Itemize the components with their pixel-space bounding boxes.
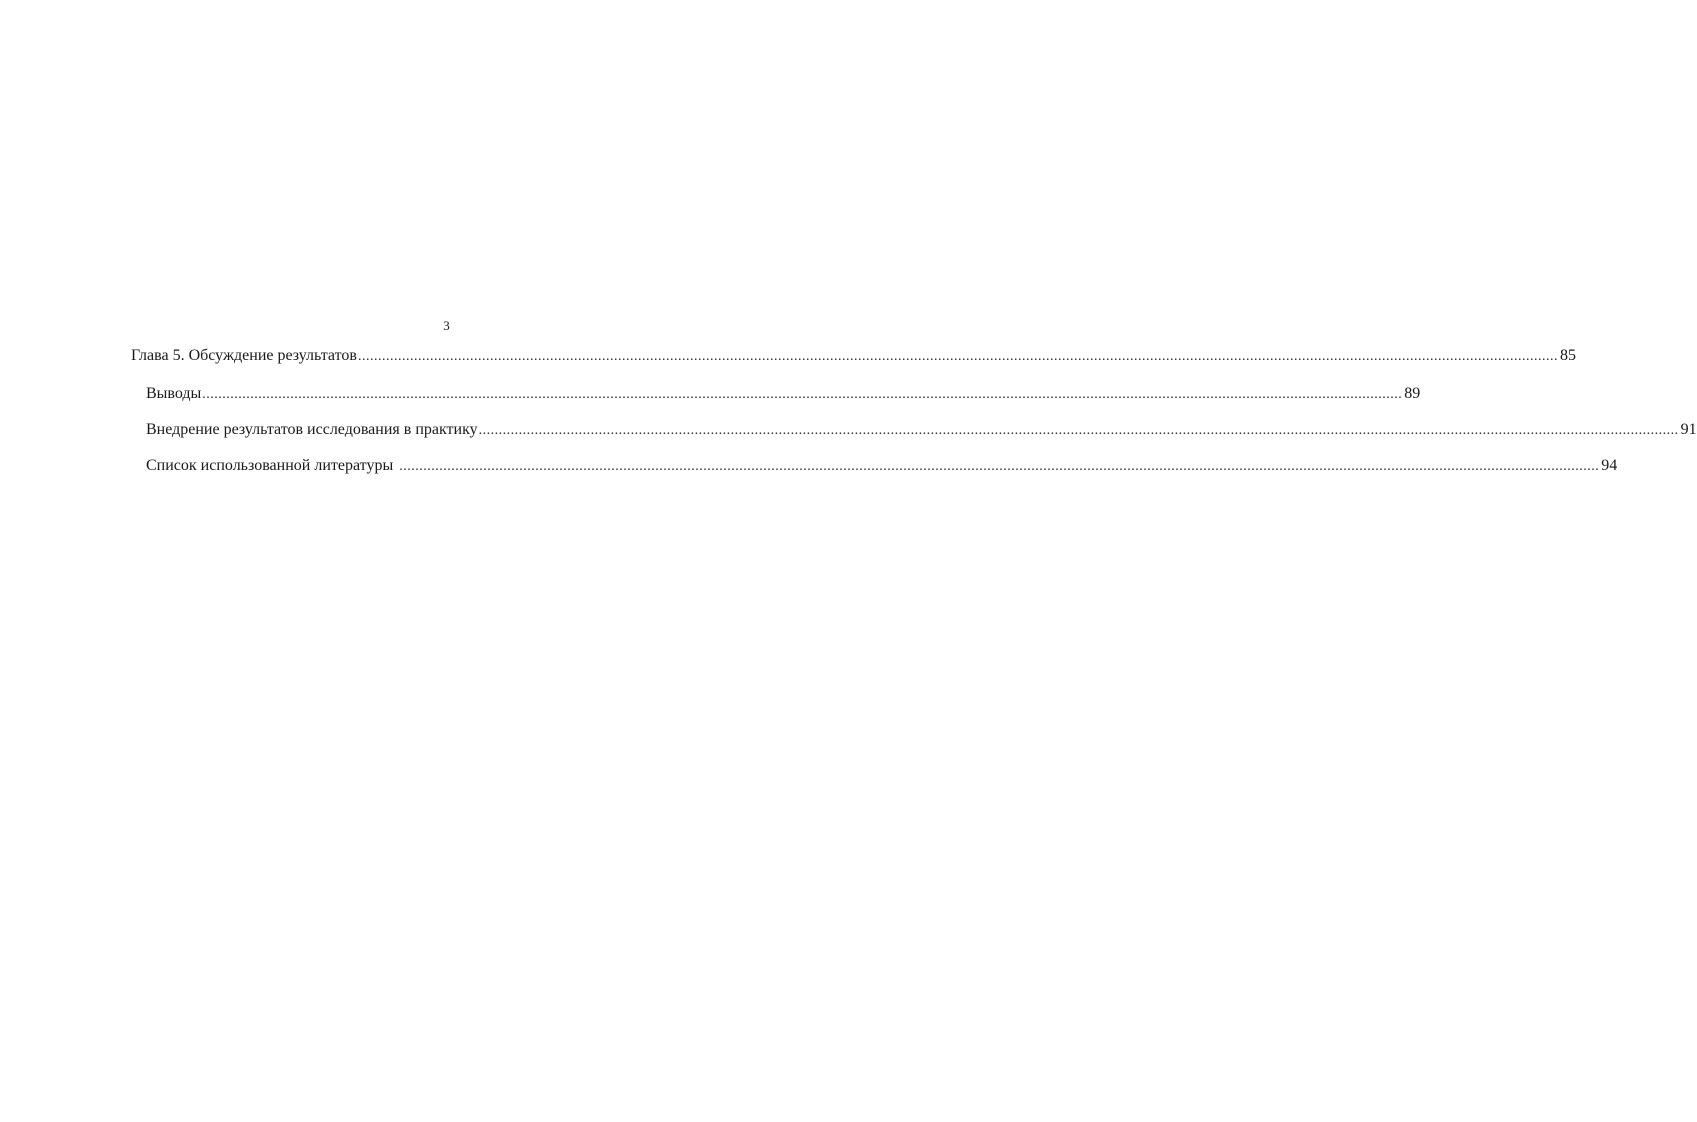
toc-entry-chapter-5: [131, 346, 1576, 367]
toc-entry-title: Внедрение результатов исследования в практику: [146, 421, 478, 438]
page-number: 3: [443, 318, 450, 333]
toc-entry-title: Выводы: [146, 385, 202, 402]
toc-entry-references: [146, 456, 1618, 477]
toc-entry-conclusions: [146, 384, 1421, 405]
toc-dot-leader: ............................................................................................................................................................................................................................................................................................................: [202, 387, 1403, 402]
toc-dot-leader: ............................................................................................................................................................................................................................................................................................................: [478, 423, 1679, 438]
toc-entry-page: 89: [1404, 385, 1421, 402]
toc-entry-implementation: [146, 420, 1697, 441]
toc-entry-page: 94: [1601, 457, 1618, 474]
toc-entry-page: 91: [1680, 421, 1697, 438]
toc-dot-leader: ............................................................................................................................................................................................................................................................................................................: [357, 349, 1558, 364]
toc-entry-title: Список использованной литературы: [146, 457, 394, 474]
toc-entry-page: 85: [1559, 347, 1576, 364]
toc-dot-leader: ............................................................................................................................................................................................................................................................................................................: [399, 459, 1600, 474]
toc-entry-title: Глава 5. Обсуждение результатов: [131, 347, 357, 364]
